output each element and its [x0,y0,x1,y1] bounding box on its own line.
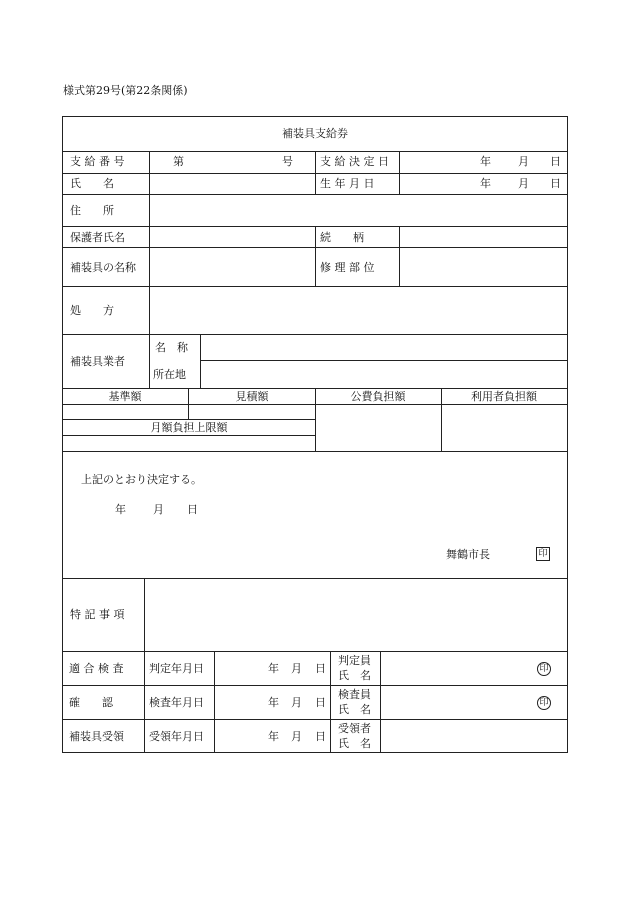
kensa-day-label: 日 [315,696,326,709]
label-kensa-date: 検査年月日 [149,696,204,709]
kettei-month-label: 月 [518,155,529,168]
label-juryo-shimei: 氏 名 [338,737,371,750]
shimei-field[interactable] [151,175,314,193]
label-go: 号 [282,155,293,168]
juryo-month-label: 月 [291,730,302,743]
hogosha-field[interactable] [151,228,314,246]
label-kakunin: 確 認 [69,696,113,709]
notes-field[interactable] [146,580,566,650]
juryo-year-label: 年 [268,730,279,743]
label-kohi: 公費負担額 [350,390,406,403]
label-shimei: 氏 名 [70,177,114,190]
juryo-sha-field[interactable] [382,721,566,752]
decision-day-label: 日 [187,503,198,516]
shozaichi-field[interactable] [202,362,566,387]
label-dai: 第 [173,155,184,168]
form-number: 様式第29号(第22条関係) [63,84,188,97]
voucher-form [62,116,568,753]
shoho-field[interactable] [151,288,566,333]
decision-text: 上記のとおり決定する。 [81,473,202,486]
jusho-field[interactable] [151,196,566,225]
label-hantei-in: 判定員 [338,654,371,667]
kijungaku-field[interactable] [63,405,188,419]
getsugaku-field[interactable] [63,436,314,451]
label-shuri-bui: 修 理 部 位 [320,261,375,274]
label-shozaichi: 所在地 [153,368,186,381]
label-kijungaku: 基準額 [108,390,142,403]
shikyu-bango-field[interactable] [186,153,278,172]
label-hantei-shimei: 氏 名 [338,669,371,682]
kensa-seal-icon: 印 [537,696,551,710]
label-tekigo-kensa: 適 合 検 査 [69,662,124,675]
riyosha-field[interactable] [442,405,567,451]
meisho-field[interactable] [151,249,314,285]
label-seinengappi: 生 年 月 日 [320,177,375,190]
label-juryo-date: 受領年月日 [149,730,204,743]
label-juryo: 補装具受領 [69,730,124,743]
notes-label: 特 記 事 項 [70,608,125,621]
label-gyosha-meisho: 名 称 [155,341,188,354]
kensa-year-label: 年 [268,696,279,709]
kohi-field[interactable] [316,405,441,451]
mayor-seal-icon: 印 [536,547,550,561]
form-title: 補装具支給券 [282,127,348,140]
birth-month-label: 月 [518,177,529,190]
juryo-day-label: 日 [315,730,326,743]
label-gyosha: 補装具業者 [70,355,125,368]
label-kensa-in: 検査員 [338,688,371,701]
birth-year-label: 年 [480,177,491,190]
hantei-day-label: 日 [315,662,326,675]
kensa-month-label: 月 [291,696,302,709]
label-jusho: 住 所 [70,204,114,217]
shuri-bui-field[interactable] [401,249,566,285]
kettei-day-label: 日 [550,155,561,168]
decision-month-label: 月 [153,503,164,516]
hantei-year-label: 年 [268,662,279,675]
label-juryo-sha: 受領者 [338,722,371,735]
label-kensa-shimei: 氏 名 [338,703,371,716]
mitsumorigaku-field[interactable] [189,405,314,419]
mayor-label: 舞鶴市長 [446,548,490,561]
hantei-seal-icon: 印 [537,662,551,676]
label-hogosha: 保護者氏名 [70,231,125,244]
label-zokugara: 続 柄 [320,231,364,244]
label-riyosha: 利用者負担額 [471,390,537,403]
label-shikyu-bango: 支 給 番 号 [70,155,125,168]
label-getsugaku: 月額負担上限額 [150,421,228,434]
gyosha-meisho-field[interactable] [202,336,566,359]
kettei-year-label: 年 [480,155,491,168]
label-shikyu-kettei: 支 給 決 定 日 [320,155,389,168]
label-meisho: 補装具の名称 [70,261,136,274]
zokugara-field[interactable] [401,228,566,246]
decision-year-label: 年 [115,503,126,516]
label-mitsumorigaku: 見積額 [235,390,269,403]
label-shoho: 処 方 [70,304,114,317]
birth-date-field[interactable] [401,175,566,193]
kettei-date-field[interactable] [401,153,566,172]
hantei-month-label: 月 [291,662,302,675]
label-hantei-date: 判定年月日 [149,662,204,675]
birth-day-label: 日 [550,177,561,190]
